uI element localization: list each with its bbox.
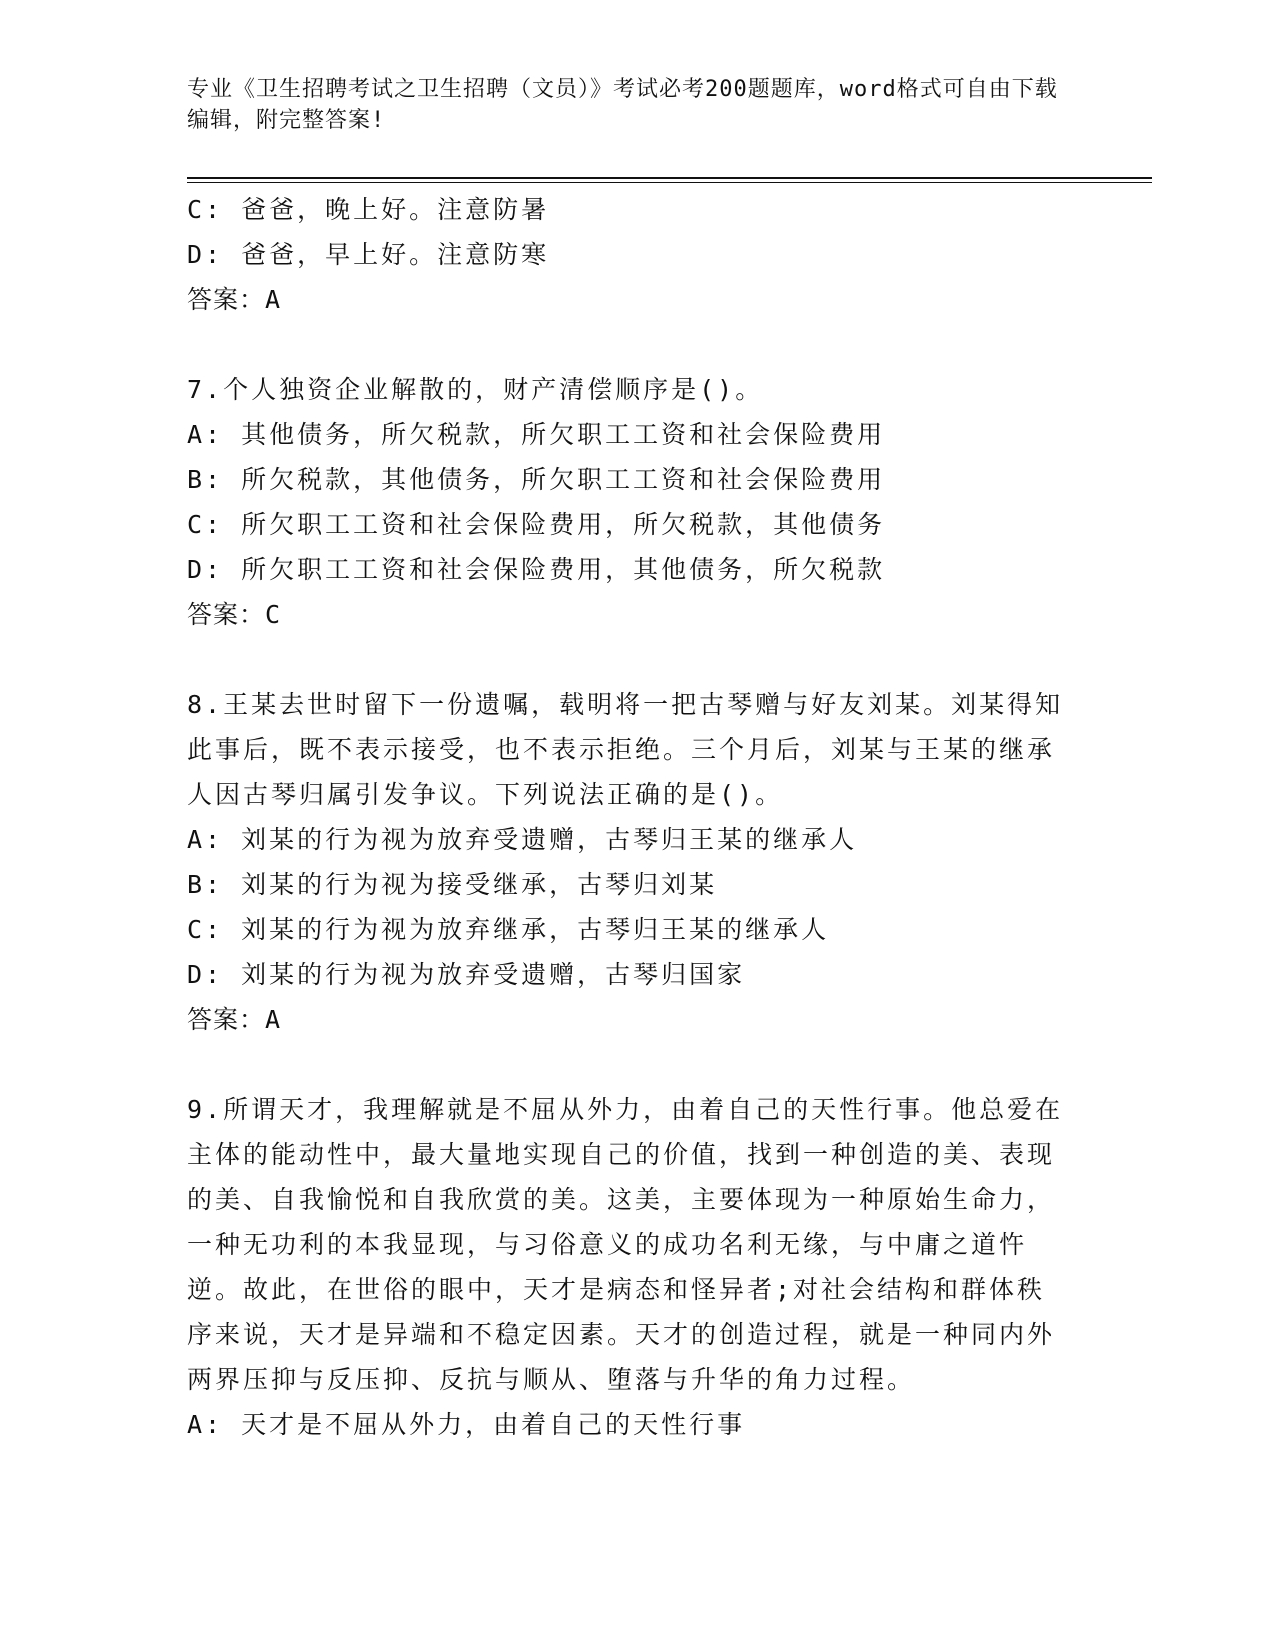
- question-stem: 8.王某去世时留下一份遗嘱，载明将一把古琴赠与好友刘某。刘某得知此事后，既不表示接受，也不表示拒绝。三个月后，刘某与王某的继承人因古琴归属引发争议。下列说法正确的是()。: [187, 690, 1064, 809]
- answer: 答案：A: [187, 285, 282, 314]
- question-stem: 9.所谓天才，我理解就是不屈从外力，由着自己的天性行事。他总爱在主体的能动性中，最大量地实现自己的价值，找到一种创造的美、表现的美、自我愉悦和自我欣赏的美。这美，主要体现为一种原始生命力，一种无功利的本我显现，与习俗意义的成功名利无缘，与中庸之道忤逆。故此，在世俗的眼中，天才是病态和怪异者;对社会结构和群体秩序来说，天才是异端和不稳定因素。天才的创造过程，就是一种同内外两界压抑与反压抑、反抗与顺从、堕落与升华的角力过程。: [187, 1095, 1064, 1394]
- question-list: [187, 187, 1067, 1447]
- option-b: B: 刘某的行为视为接受继承，古琴归刘某: [187, 870, 718, 899]
- option-a: A: 刘某的行为视为放弃受遗赠，古琴归王某的继承人: [187, 825, 858, 854]
- spacer: [187, 322, 1067, 367]
- header-rule-thick: [187, 177, 1152, 179]
- question-8: [187, 682, 1067, 1042]
- option-d: D: 爸爸，早上好。注意防寒: [187, 240, 550, 269]
- option-c: C: 所欠职工工资和社会保险费用，所欠税款，其他债务: [187, 510, 886, 539]
- spacer: [187, 637, 1067, 682]
- option-c: C: 刘某的行为视为放弃继承，古琴归王某的继承人: [187, 915, 830, 944]
- page-header: 专业《卫生招聘考试之卫生招聘（文员）》考试必考200题题库，word格式可自由下载编辑，附完整答案!: [187, 77, 1058, 133]
- question-stem: 7.个人独资企业解散的，财产清偿顺序是()。: [187, 375, 764, 404]
- question-7: [187, 367, 1067, 637]
- option-b: B: 所欠税款，其他债务，所欠职工工资和社会保险费用: [187, 465, 886, 494]
- question-9: [187, 1087, 1067, 1447]
- answer: 答案：C: [187, 600, 282, 629]
- option-c: C: 爸爸，晚上好。注意防暑: [187, 195, 550, 224]
- header-rule-thin: [187, 182, 1152, 183]
- question-6: [187, 187, 1067, 322]
- answer: 答案：A: [187, 1005, 282, 1034]
- option-a: A: 天才是不屈从外力，由着自己的天性行事: [187, 1410, 746, 1439]
- spacer: [187, 1042, 1067, 1087]
- option-d: D: 所欠职工工资和社会保险费用，其他债务，所欠税款: [187, 555, 886, 584]
- option-d: D: 刘某的行为视为放弃受遗赠，古琴归国家: [187, 960, 746, 989]
- option-a: A: 其他债务，所欠税款，所欠职工工资和社会保险费用: [187, 420, 886, 449]
